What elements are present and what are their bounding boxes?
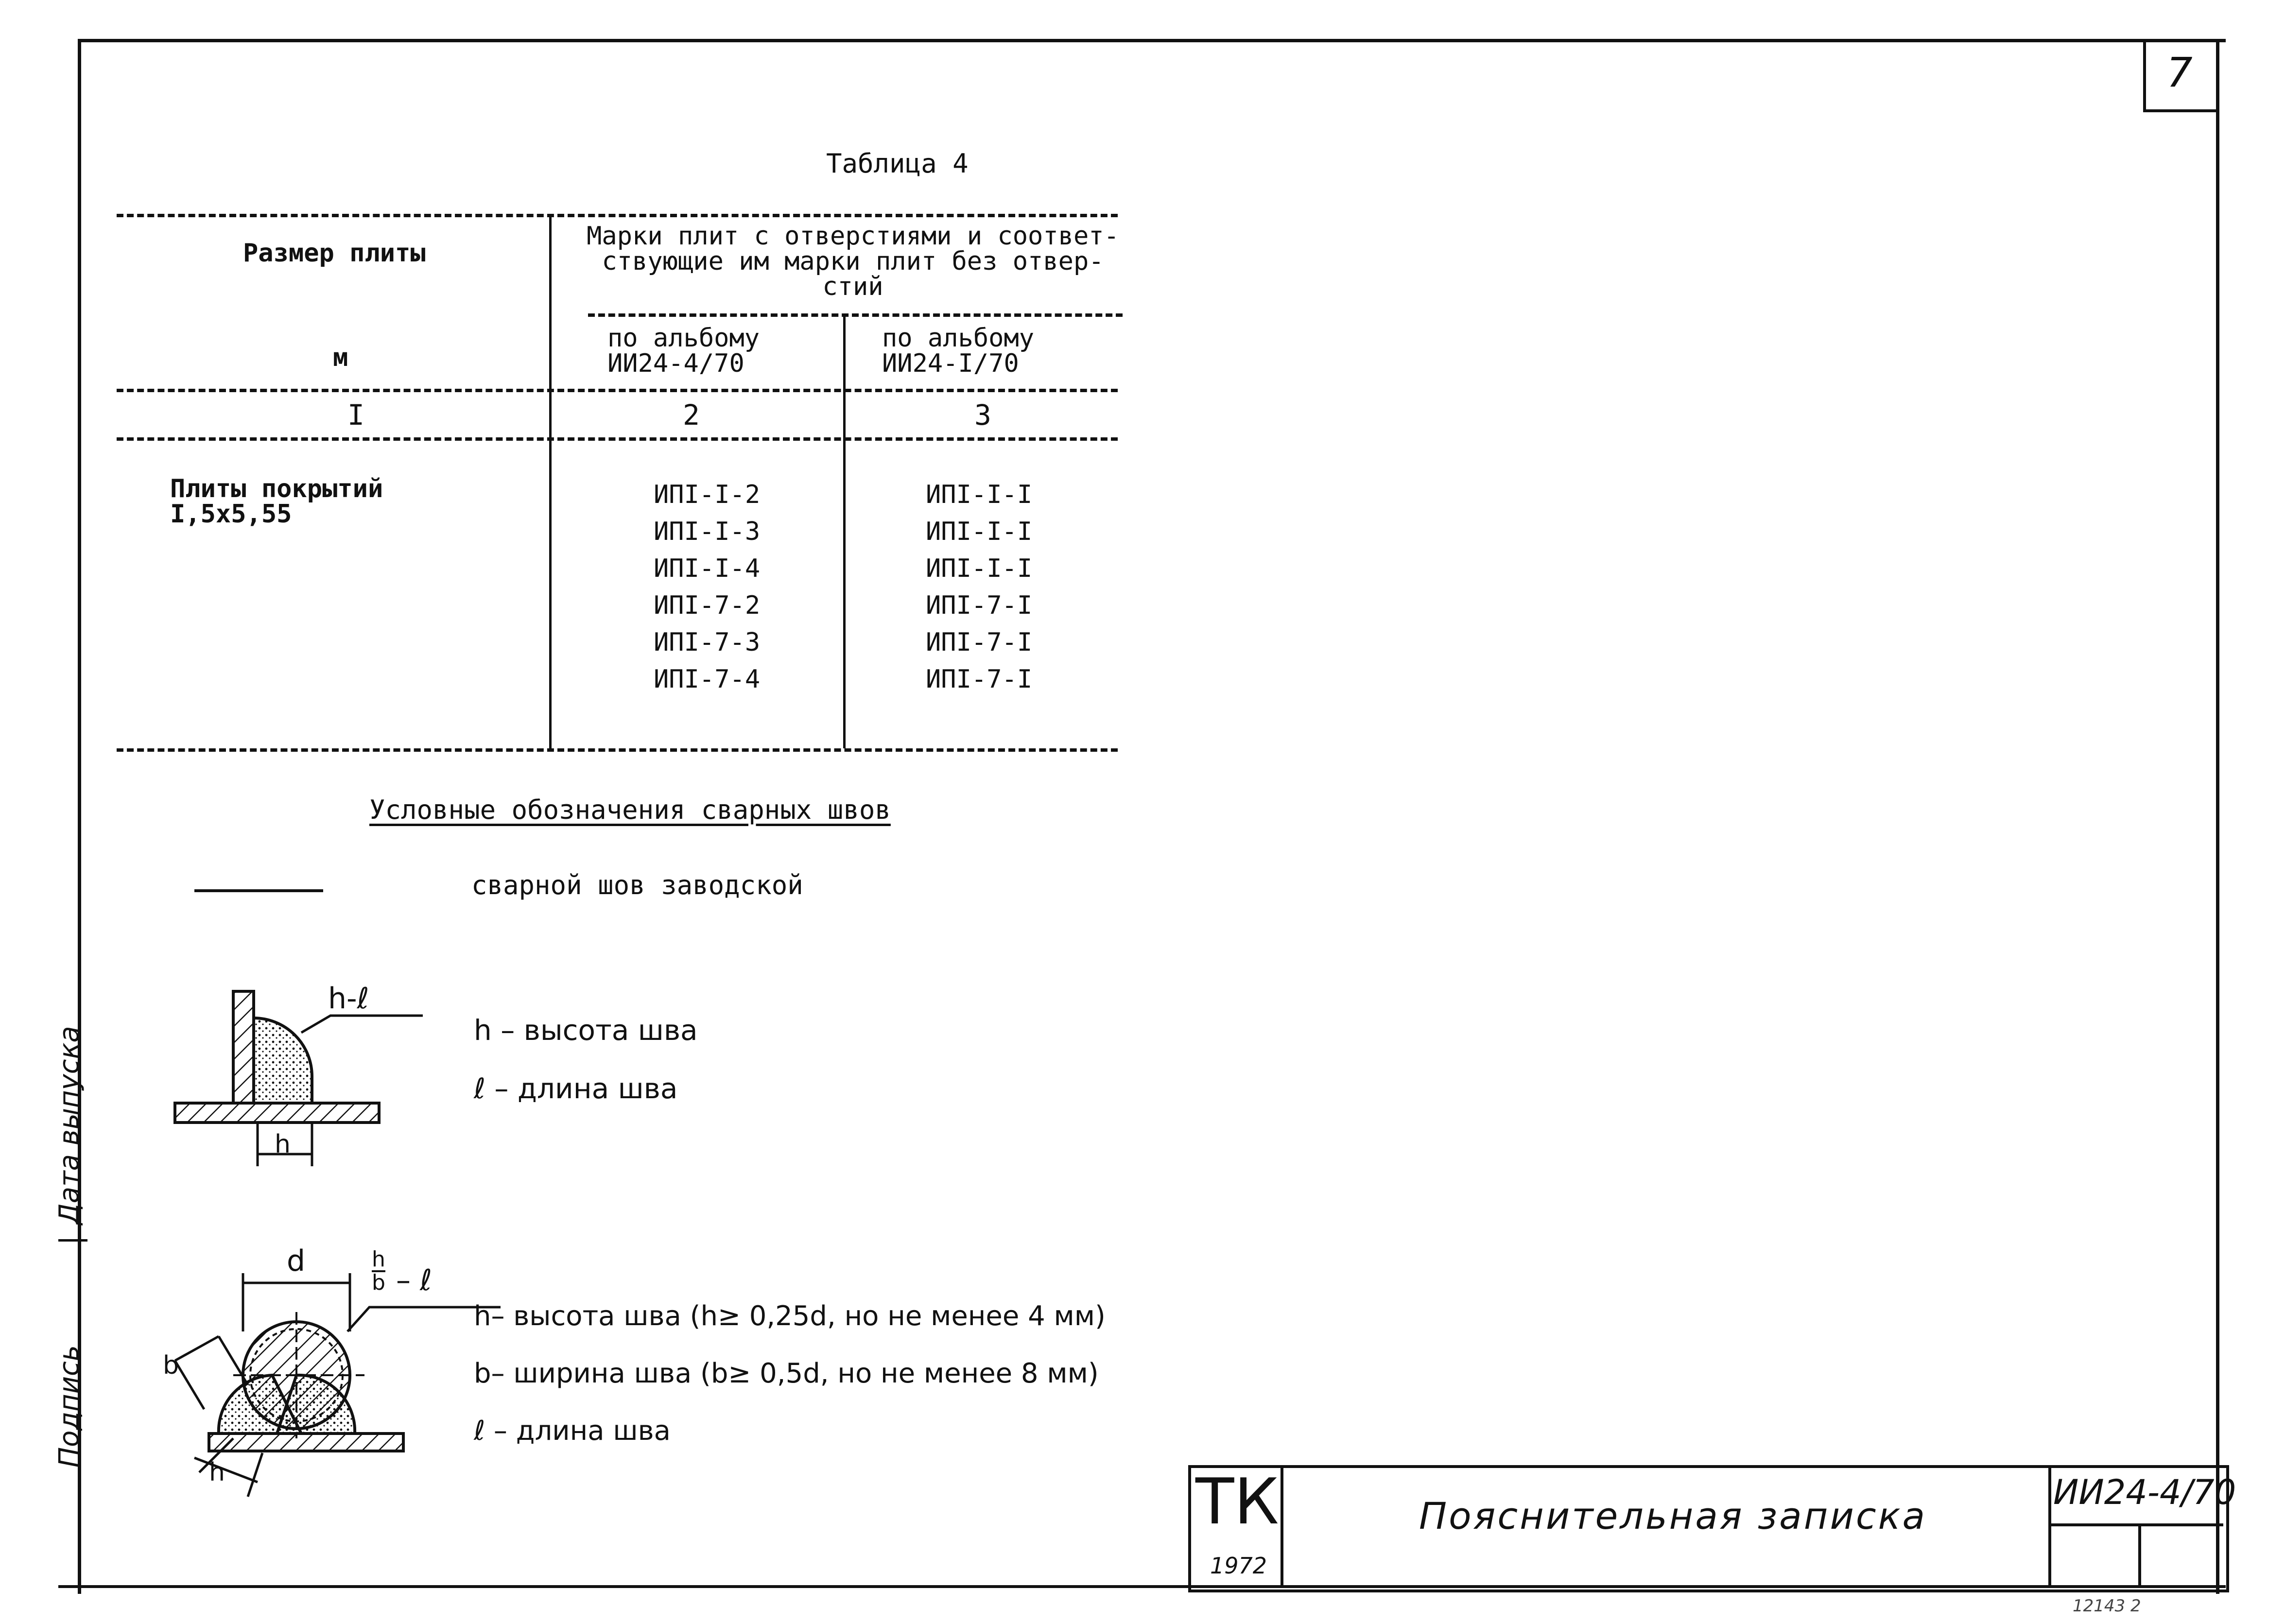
col2-mark: ИПI-7-4 (654, 665, 761, 694)
footer-number: 12143 2 (2073, 1596, 2141, 1616)
table-header-rule (117, 389, 1118, 392)
col3-mark: ИПI-7-I (926, 628, 1033, 657)
table-bottom-rule (117, 748, 1118, 752)
stamp-title: Пояснительная записка (1419, 1494, 1927, 1538)
row-label-line: I,5x5,55 (170, 500, 292, 529)
row-label-line: Плиты покрытий (170, 474, 383, 503)
frame-top-border (78, 39, 2226, 42)
side-label-date: Дата выпуска (53, 1026, 85, 1225)
header-marks-line: ствующие им марки плит без отвер- (602, 247, 1104, 276)
col3-mark: ИПI-I-I (926, 554, 1033, 583)
diagram2-line: ℓ – длина шва (474, 1415, 671, 1447)
callout-numerator: h (372, 1247, 385, 1272)
table-col-divider-2 (843, 316, 846, 748)
factory-weld-line-symbol (194, 889, 323, 892)
base-plate (175, 1103, 379, 1123)
col2-mark: ИПI-7-2 (654, 591, 761, 620)
col2-marks (654, 476, 760, 698)
header-size-unit: м (333, 343, 348, 372)
table-colnum-rule (117, 437, 1118, 441)
col3-mark: ИПI-I-I (926, 517, 1033, 546)
column-number-3: 3 (974, 398, 991, 432)
factory-weld-label: сварной шов заводской (471, 870, 803, 900)
col3-marks (926, 476, 1032, 698)
column-number-1: I (347, 398, 364, 432)
diagram2-dim-d: d (287, 1244, 306, 1278)
table-top-rule (117, 214, 1118, 217)
diagram2-line: h– высота шва (h≥ 0,25d, но не менее 4 мм) (474, 1300, 1106, 1332)
callout-leader (301, 1016, 423, 1033)
diagram1-callout: h-ℓ (328, 982, 369, 1016)
callout-denominator: b (372, 1270, 385, 1295)
header-album-1 (607, 326, 760, 376)
title-block-divider-1 (1281, 1465, 1283, 1587)
diagram1-dim-h: h (275, 1130, 291, 1159)
diagram2-legend (474, 1288, 1106, 1460)
diagram1-line: ℓ – длина шва (474, 1072, 678, 1105)
header-marks-line: стий (822, 272, 883, 301)
header-size: Размер плиты (243, 239, 426, 268)
stamp-org: ТК (1195, 1465, 1279, 1538)
header-album-1-line: ИИ24-4/70 (607, 349, 744, 378)
diagram2-callout-fraction (372, 1249, 385, 1294)
vertical-plate (233, 991, 254, 1103)
col2-mark: ИПI-I-4 (654, 554, 761, 583)
diagram2-dim-h: h (209, 1458, 225, 1487)
bar-weld-diagram (156, 1244, 505, 1506)
col2-mark: ИПI-7-3 (654, 628, 761, 657)
column-number-2: 2 (683, 398, 700, 432)
table-subheader-rule (588, 313, 1123, 317)
legend-title: Условные обозначения сварных швов (369, 795, 891, 825)
page-number: 7 (2166, 49, 2193, 96)
diagram2-line: b– ширина шва (b≥ 0,5d, но не менее 8 мм) (474, 1358, 1099, 1389)
side-label-signature: Подпись (53, 1345, 85, 1468)
diagram1-line: h – высота шва (474, 1014, 698, 1047)
header-album-2-line: по альбому (882, 324, 1035, 353)
col3-mark: ИПI-7-I (926, 665, 1033, 694)
diagram1-legend (474, 1001, 698, 1118)
row-label (170, 476, 383, 527)
base-plate-2 (209, 1434, 403, 1451)
frame-right-border (2216, 39, 2219, 1594)
header-album-2 (882, 326, 1034, 376)
stamp-code: ИИ24-4/70 (2053, 1472, 2236, 1512)
header-album-2-line: ИИ24-I/70 (882, 349, 1019, 378)
table-title: Таблица 4 (826, 148, 969, 179)
diagram2-dim-b: b (163, 1351, 179, 1380)
title-block-code-rule (2048, 1523, 2223, 1526)
fillet-weld-diagram (156, 972, 457, 1176)
diagram2-callout-suffix: – ℓ (396, 1263, 432, 1297)
col3-mark: ИПI-7-I (926, 591, 1033, 620)
table-col-divider-1 (549, 216, 552, 748)
side-label-divider (58, 1239, 87, 1242)
col2-mark: ИПI-I-3 (654, 517, 761, 546)
col2-mark: ИПI-I-2 (654, 480, 761, 509)
header-marks-group (573, 224, 1132, 299)
title-block-code-split (2138, 1523, 2141, 1587)
header-album-1-line: по альбому (607, 324, 760, 353)
stamp-year: 1972 (1210, 1553, 1267, 1579)
header-marks-line: Марки плит с отверстиями и соответ- (587, 222, 1119, 251)
col3-mark: ИПI-I-I (926, 480, 1033, 509)
